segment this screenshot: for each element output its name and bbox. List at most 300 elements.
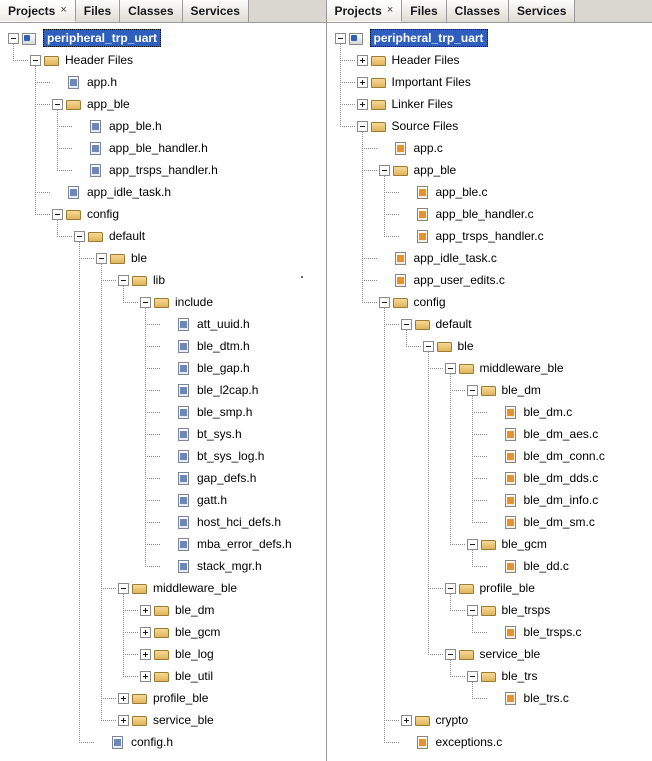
tree-node-label: Linker Files [391,97,453,111]
tree-node-label: peripheral_trp_uart [43,29,161,47]
indent-spacer [0,555,162,577]
tree-node[interactable] [327,247,652,269]
tab-label: Files [83,4,112,18]
tab-label: Classes [128,4,174,18]
header-file-icon [66,185,83,200]
tree-node[interactable] [0,489,326,511]
source-file-icon [503,471,520,486]
tab-files-right[interactable] [402,0,446,22]
expand-icon[interactable] [357,77,368,88]
folder-icon [415,317,432,332]
tree-node-label: service_ble [479,647,541,661]
tree-node-label: app_idle_task.h [87,185,172,199]
header-file-icon [176,493,193,508]
tree-node-label: Important Files [391,75,471,89]
header-file-icon [176,427,193,442]
leaf-spacer [162,385,173,396]
indent-spacer [327,423,489,445]
tree-node[interactable] [327,203,652,225]
folder-icon [481,603,498,618]
tree-node[interactable] [327,577,652,599]
tree-node-label: app.h [87,75,118,89]
leaf-spacer [162,407,173,418]
tree-node[interactable] [327,621,652,643]
indent-spacer [327,137,379,159]
expand-icon[interactable] [357,99,368,110]
tree-node-label: ble_trsps [501,603,551,617]
source-file-icon [503,691,520,706]
indent-spacer [0,533,162,555]
tree-node[interactable] [0,445,326,467]
leaf-spacer [379,143,390,154]
source-file-icon [393,251,410,266]
tree-node[interactable] [0,335,326,357]
indent-spacer [327,731,401,753]
collapse-icon[interactable] [445,583,456,594]
folder-icon [459,581,476,596]
source-file-icon [415,185,432,200]
collapse-icon[interactable] [379,165,390,176]
tree-node[interactable] [327,137,652,159]
collapse-icon[interactable] [52,99,63,110]
indent-spacer [0,709,118,731]
indent-spacer [0,27,8,49]
tree-node-label: app_trsps_handler.h [109,163,218,177]
tree-node[interactable] [0,709,326,731]
tree-node-label: app_idle_task.c [413,251,497,265]
tree-node-label: gap_defs.h [197,471,257,485]
folder-icon [371,75,388,90]
leaf-spacer [401,231,412,242]
folder-icon [66,97,83,112]
tree-node[interactable] [327,335,652,357]
folder-icon [44,53,61,68]
indent-spacer [327,687,489,709]
collapse-icon[interactable] [467,605,478,616]
tree-node-label: ble_dd.c [523,559,569,573]
tree-node-label: middleware_ble [153,581,238,595]
expand-icon[interactable] [118,715,129,726]
header-file-icon [176,383,193,398]
tree-node[interactable] [327,269,652,291]
indent-spacer [327,577,445,599]
tree-node[interactable] [327,423,652,445]
tree-node[interactable] [0,599,326,621]
tree-node[interactable] [0,93,326,115]
tree-node[interactable] [0,665,326,687]
collapse-icon[interactable] [467,385,478,396]
header-file-icon [176,515,193,530]
indent-spacer [327,115,357,137]
tree-node[interactable] [0,577,326,599]
tree-node[interactable] [327,313,652,335]
tab-services-right[interactable] [509,0,575,22]
header-file-icon [176,471,193,486]
expand-icon[interactable] [140,649,151,660]
tree-node-label: ble_dm_dds.c [523,471,599,485]
project-icon [22,31,39,46]
tree-node[interactable] [0,181,326,203]
indent-spacer [0,247,96,269]
indent-spacer [0,181,52,203]
folder-icon [154,647,171,662]
collapse-icon[interactable] [379,297,390,308]
indent-spacer [327,71,357,93]
collapse-icon[interactable] [52,209,63,220]
tree-node[interactable] [0,27,326,49]
folder-icon [154,625,171,640]
leaf-spacer [489,473,500,484]
folder-icon [66,207,83,222]
tree-node-label: ble_smp.h [197,405,253,419]
leaf-spacer [162,363,173,374]
tree-node[interactable] [0,203,326,225]
project-tree-left[interactable] [0,23,326,761]
indent-spacer [327,203,401,225]
tree-node[interactable] [327,511,652,533]
tree-node-label: host_hci_defs.h [197,515,282,529]
indent-spacer [327,665,467,687]
tree-node[interactable] [0,313,326,335]
source-file-icon [415,229,432,244]
tab-label: Projects [8,3,56,18]
tree-node-label: mba_error_defs.h [197,537,292,551]
indent-spacer [327,709,401,731]
tree-node-label: ble [131,251,148,265]
leaf-spacer [489,407,500,418]
indent-spacer [0,137,74,159]
header-file-icon [176,361,193,376]
header-file-icon [176,449,193,464]
indent-spacer [0,269,118,291]
indent-spacer [327,445,489,467]
collapse-icon[interactable] [467,671,478,682]
indent-spacer [327,533,467,555]
indent-spacer [0,489,162,511]
leaf-spacer [52,77,63,88]
indent-spacer [0,357,162,379]
tree-node[interactable] [327,731,652,753]
tree-node[interactable] [327,665,652,687]
close-icon[interactable]: × [386,4,394,16]
tree-node[interactable] [0,621,326,643]
folder-icon [154,669,171,684]
header-file-icon [176,339,193,354]
close-icon[interactable]: × [60,4,67,16]
indent-spacer [327,335,423,357]
header-file-icon [88,141,105,156]
tree-node-label: app_trsps_handler.c [435,229,544,243]
expand-icon[interactable] [140,671,151,682]
tree-node[interactable] [0,225,326,247]
collapse-icon[interactable] [357,121,368,132]
tree-node-label: ble_gcm [175,625,221,639]
tree-node[interactable] [327,93,652,115]
indent-spacer [0,577,118,599]
tree-node[interactable] [0,71,326,93]
tree-node[interactable] [327,599,652,621]
tree-node-label: include [175,295,214,309]
header-file-icon [176,537,193,552]
tab-projects-left[interactable] [0,0,76,22]
tree-node[interactable] [327,379,652,401]
tree-node[interactable] [0,115,326,137]
indent-spacer [0,687,118,709]
tree-node[interactable] [0,533,326,555]
tree-node-label: att_uuid.h [197,317,250,331]
tree-node[interactable] [327,27,652,49]
collapse-icon[interactable] [118,275,129,286]
tree-node-label: service_ble [153,713,214,727]
indent-spacer [0,467,162,489]
indent-spacer [0,291,140,313]
tree-node[interactable] [327,115,652,137]
folder-icon [393,163,410,178]
tabstrip-right [327,0,652,23]
folder-icon [110,251,127,266]
tabstrip-left [0,0,326,23]
tree-node[interactable] [0,643,326,665]
tree-node-label: gatt.h [197,493,228,507]
tree-node-label: app_ble.h [109,119,162,133]
indent-spacer [0,643,140,665]
tree-node[interactable] [0,247,326,269]
expand-icon[interactable] [118,693,129,704]
leaf-spacer [162,517,173,528]
indent-spacer [0,423,162,445]
tree-node[interactable] [0,687,326,709]
collapse-icon[interactable] [74,231,85,242]
indent-spacer [327,159,379,181]
tree-node-label: lib [153,273,166,287]
collapse-icon[interactable] [401,319,412,330]
header-file-icon [176,317,193,332]
expand-icon[interactable] [140,605,151,616]
collapse-icon[interactable] [423,341,434,352]
tree-node[interactable] [327,709,652,731]
tree-node[interactable] [327,687,652,709]
indent-spacer [0,511,162,533]
tree-node-label: ble_trs.c [523,691,569,705]
tree-node[interactable] [327,643,652,665]
tab-label: Files [410,4,438,18]
indent-spacer [327,313,401,335]
folder-icon [459,361,476,376]
indent-spacer [0,665,140,687]
tree-node-label: ble [457,339,474,353]
tree-node[interactable] [327,291,652,313]
source-file-icon [503,515,520,530]
leaf-spacer [52,187,63,198]
leaf-spacer [401,737,412,748]
leaf-spacer [489,429,500,440]
tab-label: Services [517,4,567,18]
tree-node[interactable] [327,467,652,489]
tab-services-left[interactable] [183,0,249,22]
tree-node-label: config [413,295,446,309]
leaf-spacer [162,473,173,484]
tree-node-label: ble_gap.h [197,361,250,375]
collapse-icon[interactable] [335,33,346,44]
tree-node[interactable] [327,159,652,181]
leaf-spacer [489,627,500,638]
leaf-spacer [162,319,173,330]
tree-node-label: app_ble.c [435,185,488,199]
tree-node-label: ble_dtm.h [197,339,250,353]
indent-spacer [0,379,162,401]
tree-node-label: middleware_ble [479,361,564,375]
indent-spacer [0,159,74,181]
indent-spacer [327,181,401,203]
tree-node-label: peripheral_trp_uart [370,29,488,47]
header-file-icon [88,119,105,134]
tab-classes-right[interactable] [447,0,509,22]
collapse-icon[interactable] [140,297,151,308]
tree-node[interactable] [327,555,652,577]
tree-node-label: ble_dm_conn.c [523,449,605,463]
tree-node-label: ble_dm.c [523,405,573,419]
indent-spacer [327,27,335,49]
header-file-icon [88,163,105,178]
tree-node[interactable] [0,467,326,489]
indent-spacer [0,203,52,225]
indent-spacer [0,313,162,335]
indent-spacer [0,93,52,115]
tab-label: Services [190,4,240,18]
source-file-icon [503,405,520,420]
projects-pane-right [327,0,652,761]
tree-node-label: profile_ble [479,581,535,595]
tree-node-label: ble_dm [175,603,215,617]
tree-node[interactable] [0,357,326,379]
source-file-icon [503,625,520,640]
tree-node-label: ble_trs [501,669,538,683]
folder-icon [415,713,432,728]
indent-spacer [0,731,96,753]
tree-node-label: ble_util [175,669,214,683]
project-tree-right[interactable] [327,23,652,761]
collapse-icon[interactable] [118,583,129,594]
tree-node-label: ble_dm_aes.c [523,427,599,441]
tree-node-label: config.h [131,735,174,749]
tree-node[interactable] [0,137,326,159]
tab-files-left[interactable] [76,0,120,22]
leaf-spacer [489,517,500,528]
collapse-icon[interactable] [467,539,478,550]
folder-icon [132,581,149,596]
tree-node-label: app_ble_handler.h [109,141,208,155]
tree-node[interactable] [0,159,326,181]
tree-node[interactable] [327,181,652,203]
leaf-spacer [96,737,107,748]
indent-spacer [327,511,489,533]
indent-spacer [0,115,74,137]
tab-classes-left[interactable] [120,0,182,22]
leaf-spacer [162,539,173,550]
folder-icon [393,295,410,310]
leaf-spacer [379,253,390,264]
source-file-icon [503,449,520,464]
source-file-icon [503,427,520,442]
collapse-icon[interactable] [30,55,41,66]
folder-icon [481,383,498,398]
indent-spacer [0,445,162,467]
tree-node[interactable] [327,489,652,511]
tree-node[interactable] [0,291,326,313]
folder-icon [371,97,388,112]
header-file-icon [176,559,193,574]
tab-projects-right[interactable] [327,0,403,22]
folder-icon [481,669,498,684]
tree-node[interactable] [327,357,652,379]
tree-node-label: bt_sys_log.h [197,449,265,463]
folder-icon [481,537,498,552]
folder-icon [154,295,171,310]
tree-node[interactable] [0,511,326,533]
collapse-icon[interactable] [445,363,456,374]
leaf-spacer [489,495,500,506]
tree-node[interactable] [0,423,326,445]
tree-node[interactable] [327,225,652,247]
tab-label: Classes [454,4,501,18]
tree-node[interactable] [0,379,326,401]
leaf-spacer [162,429,173,440]
indent-spacer [0,49,30,71]
expand-icon[interactable] [401,715,412,726]
tree-node[interactable] [0,269,326,291]
indent-spacer [327,489,489,511]
tree-node-label: config [87,207,120,221]
tree-node[interactable] [0,555,326,577]
tree-node-label: crypto [435,713,469,727]
leaf-spacer [74,165,85,176]
leaf-spacer [489,693,500,704]
tree-node-label: ble_dm_info.c [523,493,599,507]
collapse-icon[interactable] [445,649,456,660]
source-file-icon [415,735,432,750]
tree-node[interactable] [0,401,326,423]
source-file-icon [415,207,432,222]
expand-icon[interactable] [357,55,368,66]
tree-node-label: ble_log [175,647,214,661]
folder-icon [132,713,149,728]
indent-spacer [327,93,357,115]
tree-node-label: ble_trsps.c [523,625,582,639]
tree-node[interactable] [327,401,652,423]
tree-node-label: ble_gcm [501,537,547,551]
expand-icon[interactable] [140,627,151,638]
tree-node-label: exceptions.c [435,735,503,749]
tree-node-label: Header Files [391,53,460,67]
indent-spacer [0,335,162,357]
tree-node[interactable] [0,49,326,71]
tree-node[interactable] [327,71,652,93]
tree-node[interactable] [327,445,652,467]
leaf-spacer [162,561,173,572]
tree-node[interactable] [327,533,652,555]
folder-icon [154,603,171,618]
folder-icon [132,691,149,706]
indent-spacer [327,379,467,401]
tree-node-label: bt_sys.h [197,427,242,441]
indent-spacer [327,49,357,71]
collapse-icon[interactable] [8,33,19,44]
collapse-icon[interactable] [96,253,107,264]
tab-label: Projects [334,3,382,18]
source-file-icon [393,141,410,156]
tree-node[interactable] [0,731,326,753]
tree-node[interactable] [327,49,652,71]
